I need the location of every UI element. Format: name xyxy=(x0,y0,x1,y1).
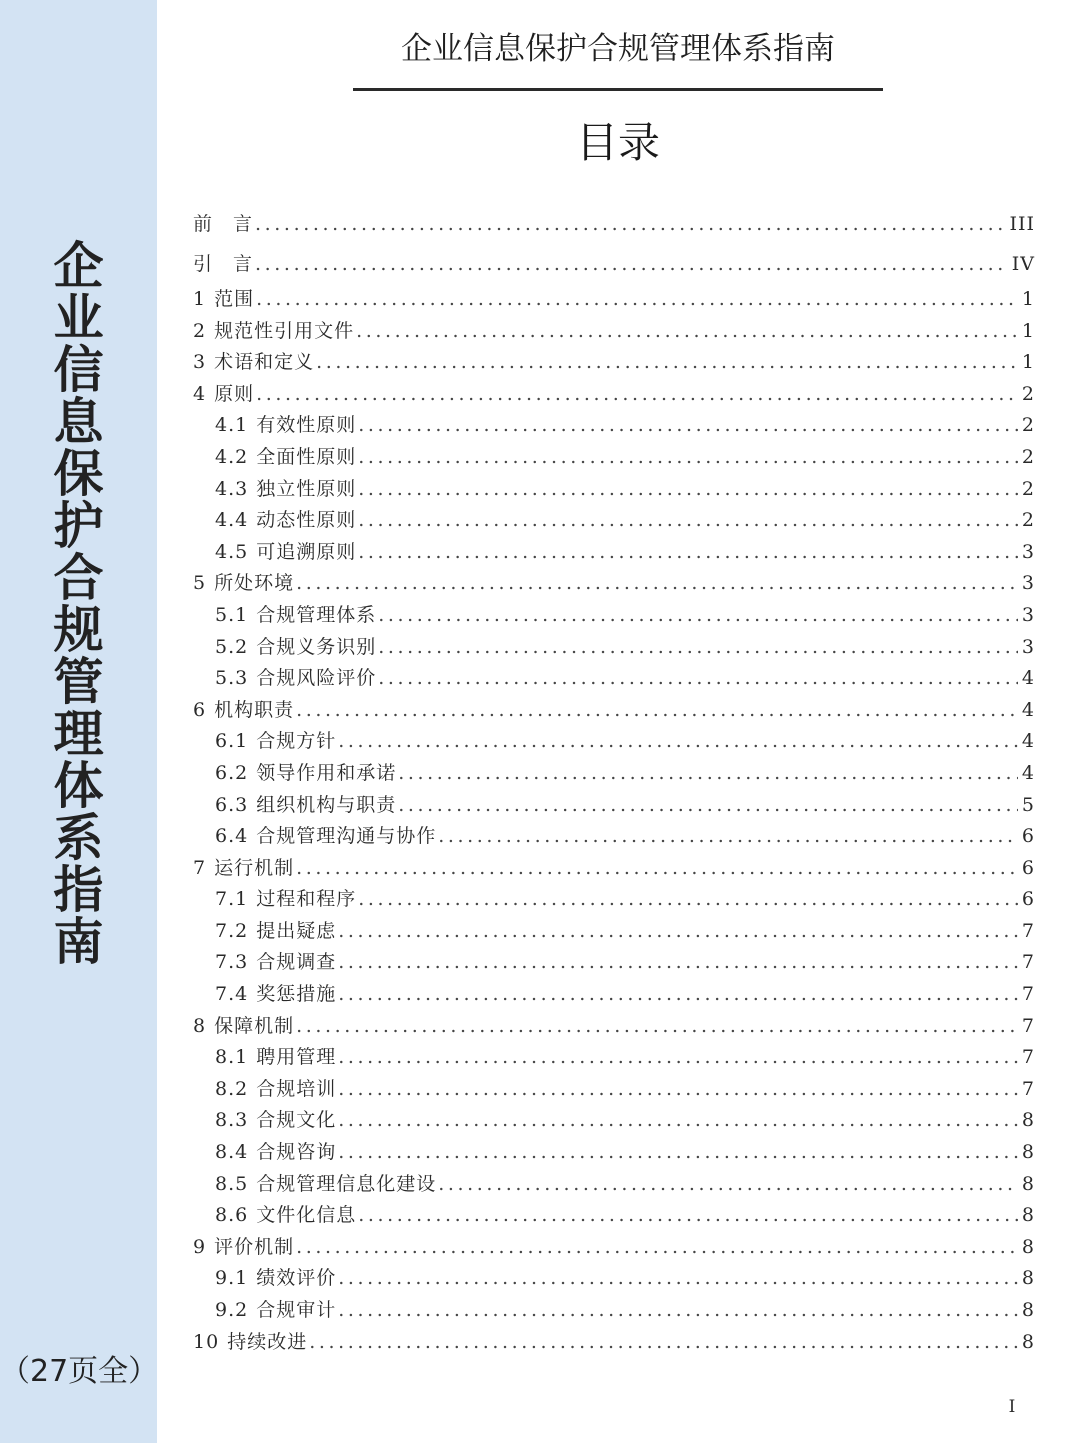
toc-entry[interactable] xyxy=(193,1011,1035,1043)
toc-dot-leader xyxy=(338,1105,1018,1137)
toc-dot-leader xyxy=(378,663,1018,695)
toc-entry[interactable] xyxy=(193,442,1035,474)
toc-entry-number: 9 xyxy=(193,1235,207,1258)
toc-entry[interactable] xyxy=(193,663,1035,695)
toc-entry-page: 8 xyxy=(1021,1204,1035,1227)
toc-entry[interactable] xyxy=(193,916,1035,948)
toc-entry-page: 8 xyxy=(1021,1235,1035,1258)
toc-entry-title: 聘用管理 xyxy=(256,1046,337,1069)
toc-entry-title: 可追溯原则 xyxy=(256,540,357,563)
toc-entry-number: 7.1 xyxy=(215,888,249,911)
toc-entry[interactable] xyxy=(193,758,1035,790)
toc-entry[interactable] xyxy=(193,1137,1035,1169)
toc-dot-leader xyxy=(356,316,1018,348)
toc-entry-number: 7.3 xyxy=(215,951,249,974)
toc-entry-page: 4 xyxy=(1021,761,1035,784)
toc-dot-leader xyxy=(358,442,1018,474)
toc-entry-number: 10 xyxy=(193,1330,220,1353)
toc-dot-leader xyxy=(296,1011,1018,1043)
toc-entry-title: 引 言 xyxy=(193,252,254,275)
toc-entry-page: 8 xyxy=(1021,1267,1035,1290)
toc-entry-page: 7 xyxy=(1021,951,1035,974)
toc-entry-title: 合规管理沟通与协作 xyxy=(256,825,437,848)
toc-dot-leader xyxy=(256,284,1018,316)
toc-entry-page: 2 xyxy=(1021,445,1035,468)
toc-entry-number: 4.3 xyxy=(215,477,249,500)
toc-entry-title: 规范性引用文件 xyxy=(214,319,355,342)
toc-entry-number: 1 xyxy=(193,288,207,310)
toc-entry-number: 8.6 xyxy=(215,1204,249,1227)
toc-dot-leader xyxy=(338,1042,1018,1074)
toc-entry-page: 6 xyxy=(1021,888,1035,911)
toc-entry-page: 6 xyxy=(1021,825,1035,848)
toc-entry-title: 提出疑虑 xyxy=(256,919,337,942)
toc-dot-leader xyxy=(398,758,1018,790)
toc-entry-title: 合规管理信息化建设 xyxy=(256,1172,437,1195)
toc-entry[interactable] xyxy=(193,1327,1035,1359)
toc-entry[interactable] xyxy=(193,947,1035,979)
toc-entry-title: 奖惩措施 xyxy=(256,983,337,1006)
toc-entry-number: 5.2 xyxy=(215,635,249,658)
toc-entry-title: 评价机制 xyxy=(214,1235,295,1258)
page-count-label: （27页全） xyxy=(0,1354,159,1389)
toc-entry-title: 动态性原则 xyxy=(256,509,357,532)
toc-entry-page: IV xyxy=(1011,252,1035,275)
toc-dot-leader xyxy=(338,726,1018,758)
page-number: I xyxy=(1008,1397,1016,1417)
toc-entry-page: 7 xyxy=(1021,983,1035,1006)
toc-entry[interactable] xyxy=(193,1042,1035,1074)
toc-entry-title: 持续改进 xyxy=(227,1330,308,1353)
toc-entry-page: 3 xyxy=(1021,540,1035,563)
toc-entry[interactable] xyxy=(193,568,1035,600)
toc-entry-title: 合规方针 xyxy=(256,730,337,753)
toc-entry-number: 9.2 xyxy=(215,1299,249,1321)
toc-dot-leader xyxy=(309,1327,1018,1359)
toc-entry-page: 7 xyxy=(1021,1046,1035,1069)
toc-entry-title: 前 言 xyxy=(193,213,254,235)
toc-entry-title: 全面性原则 xyxy=(256,445,357,468)
toc-entry[interactable] xyxy=(193,1074,1035,1106)
toc-entry[interactable] xyxy=(193,600,1035,632)
toc-entry-page: 5 xyxy=(1021,793,1035,816)
sidebar-title: 企业信息保护合规管理体系指南 xyxy=(53,237,104,971)
toc-entry-title: 所处环境 xyxy=(214,572,295,595)
toc-entry-title: 组织机构与职责 xyxy=(256,793,397,816)
toc-entry-title: 原则 xyxy=(214,382,255,405)
toc-entry-number: 7.4 xyxy=(215,983,249,1006)
toc-dot-leader xyxy=(338,916,1018,948)
toc-entry-page: 4 xyxy=(1021,667,1035,690)
toc-entry-page: 7 xyxy=(1021,919,1035,942)
toc-entry[interactable] xyxy=(193,537,1035,569)
toc-entry-number: 5.1 xyxy=(215,603,249,626)
toc-dot-leader xyxy=(358,474,1018,506)
toc-entry-title: 术语和定义 xyxy=(214,351,315,374)
toc-entry-number: 6.1 xyxy=(215,730,249,753)
toc-entry-number: 8.2 xyxy=(215,1077,249,1100)
toc-entry[interactable] xyxy=(193,1169,1035,1201)
toc-heading: 目录 xyxy=(575,118,660,167)
toc-entry-number: 6.3 xyxy=(215,793,249,816)
toc-entry[interactable] xyxy=(193,821,1035,853)
toc-entry-title: 合规义务识别 xyxy=(256,635,377,658)
toc-entry[interactable] xyxy=(193,1200,1035,1232)
toc-entry-page: 7 xyxy=(1021,1077,1035,1100)
toc-entry-title: 运行机制 xyxy=(214,856,295,879)
toc-entry-number: 5 xyxy=(193,572,207,595)
toc-dot-leader xyxy=(338,1295,1018,1327)
toc-dot-leader xyxy=(358,884,1018,916)
toc-dot-leader xyxy=(296,568,1018,600)
toc-dot-leader xyxy=(438,821,1018,853)
toc-entry-page: 8 xyxy=(1021,1141,1035,1164)
toc-dot-leader xyxy=(338,1137,1018,1169)
toc-entry[interactable] xyxy=(193,347,1035,379)
toc-entry[interactable] xyxy=(193,205,1035,245)
toc-entry-title: 合规培训 xyxy=(256,1077,337,1100)
toc-entry-number: 8.4 xyxy=(215,1141,249,1164)
toc-entry[interactable] xyxy=(193,695,1035,727)
table-of-contents xyxy=(193,205,1035,1358)
toc-dot-leader xyxy=(255,245,1008,285)
toc-dot-leader xyxy=(378,632,1018,664)
toc-entry-title: 合规审计 xyxy=(256,1299,337,1321)
toc-entry-title: 有效性原则 xyxy=(256,414,357,437)
toc-entry-page: 2 xyxy=(1021,477,1035,500)
toc-entry-title: 机构职责 xyxy=(214,698,295,721)
toc-entry-number: 3 xyxy=(193,351,207,374)
toc-entry-page: 3 xyxy=(1021,635,1035,658)
toc-entry-page: 3 xyxy=(1021,572,1035,595)
toc-entry[interactable] xyxy=(193,1105,1035,1137)
toc-entry-page: 1 xyxy=(1021,351,1035,374)
toc-entry[interactable] xyxy=(193,379,1035,411)
toc-entry-page: 8 xyxy=(1021,1299,1035,1321)
toc-dot-leader xyxy=(316,347,1018,379)
toc-dot-leader xyxy=(398,790,1018,822)
toc-entry[interactable] xyxy=(193,505,1035,537)
toc-entry[interactable] xyxy=(193,632,1035,664)
toc-dot-leader xyxy=(438,1169,1018,1201)
toc-entry-number: 9.1 xyxy=(215,1267,249,1290)
toc-dot-leader xyxy=(296,853,1018,885)
toc-entry-page: 2 xyxy=(1021,414,1035,437)
toc-entry-page: 4 xyxy=(1021,730,1035,753)
toc-entry-title: 独立性原则 xyxy=(256,477,357,500)
toc-entry-number: 4.1 xyxy=(215,414,249,437)
toc-entry-title: 过程和程序 xyxy=(256,888,357,911)
toc-entry-title: 保障机制 xyxy=(214,1014,295,1037)
toc-entry-page: 3 xyxy=(1021,603,1035,626)
toc-entry-page: III xyxy=(1009,213,1035,235)
toc-entry-number: 4.4 xyxy=(215,509,249,532)
toc-entry-number: 7 xyxy=(193,856,207,879)
sidebar-band xyxy=(0,0,157,1443)
toc-entry[interactable] xyxy=(193,853,1035,885)
toc-dot-leader xyxy=(338,947,1018,979)
toc-entry-number: 4.2 xyxy=(215,445,249,468)
toc-entry-title: 绩效评价 xyxy=(256,1267,337,1290)
toc-entry-number: 2 xyxy=(193,319,207,342)
toc-entry-title: 领导作用和承诺 xyxy=(256,761,397,784)
toc-entry-page: 2 xyxy=(1021,382,1035,405)
toc-entry[interactable] xyxy=(193,726,1035,758)
toc-entry-title: 合规风险评价 xyxy=(256,667,377,690)
toc-entry-number: 8.1 xyxy=(215,1046,249,1069)
toc-dot-leader xyxy=(296,695,1018,727)
toc-entry-page: 8 xyxy=(1021,1172,1035,1195)
toc-dot-leader xyxy=(358,410,1018,442)
toc-entry-page: 7 xyxy=(1021,1014,1035,1037)
toc-entry[interactable] xyxy=(193,316,1035,348)
toc-entry[interactable] xyxy=(193,979,1035,1011)
toc-entry-page: 1 xyxy=(1021,288,1035,310)
document-title: 企业信息保护合规管理体系指南 xyxy=(401,31,835,67)
header-divider xyxy=(353,88,883,91)
toc-entry[interactable] xyxy=(193,245,1035,285)
toc-entry-page: 4 xyxy=(1021,698,1035,721)
toc-entry[interactable] xyxy=(193,884,1035,916)
toc-dot-leader xyxy=(358,537,1018,569)
toc-dot-leader xyxy=(338,979,1018,1011)
toc-entry-number: 5.3 xyxy=(215,667,249,690)
toc-entry-number: 8.3 xyxy=(215,1109,249,1132)
toc-entry[interactable] xyxy=(193,410,1035,442)
toc-entry[interactable] xyxy=(193,474,1035,506)
toc-entry[interactable] xyxy=(193,1263,1035,1295)
toc-entry-page: 1 xyxy=(1021,319,1035,342)
toc-entry-page: 8 xyxy=(1021,1330,1035,1353)
toc-entry-title: 合规调查 xyxy=(256,951,337,974)
toc-entry-number: 8.5 xyxy=(215,1172,249,1195)
toc-entry-title: 合规管理体系 xyxy=(256,603,377,626)
toc-entry-page: 6 xyxy=(1021,856,1035,879)
toc-entry-number: 6.2 xyxy=(215,761,249,784)
toc-entry[interactable] xyxy=(193,1232,1035,1264)
toc-dot-leader xyxy=(338,1074,1018,1106)
toc-entry-number: 6 xyxy=(193,698,207,721)
toc-dot-leader xyxy=(358,1200,1018,1232)
toc-entry[interactable] xyxy=(193,284,1035,316)
toc-entry-number: 8 xyxy=(193,1014,207,1037)
toc-entry-number: 4.5 xyxy=(215,540,249,563)
toc-entry-number: 6.4 xyxy=(215,825,249,848)
toc-dot-leader xyxy=(256,379,1018,411)
toc-dot-leader xyxy=(296,1232,1018,1264)
toc-dot-leader xyxy=(338,1263,1018,1295)
toc-dot-leader xyxy=(255,205,1005,245)
toc-entry-title: 范围 xyxy=(214,288,255,310)
toc-entry-page: 8 xyxy=(1021,1109,1035,1132)
toc-entry-title: 合规文化 xyxy=(256,1109,337,1132)
toc-dot-leader xyxy=(358,505,1018,537)
toc-entry-page: 2 xyxy=(1021,509,1035,532)
toc-dot-leader xyxy=(378,600,1018,632)
toc-entry-title: 合规咨询 xyxy=(256,1141,337,1164)
toc-entry[interactable] xyxy=(193,790,1035,822)
toc-entry[interactable] xyxy=(193,1295,1035,1327)
toc-entry-number: 4 xyxy=(193,382,207,405)
toc-entry-title: 文件化信息 xyxy=(256,1204,357,1227)
toc-entry-number: 7.2 xyxy=(215,919,249,942)
